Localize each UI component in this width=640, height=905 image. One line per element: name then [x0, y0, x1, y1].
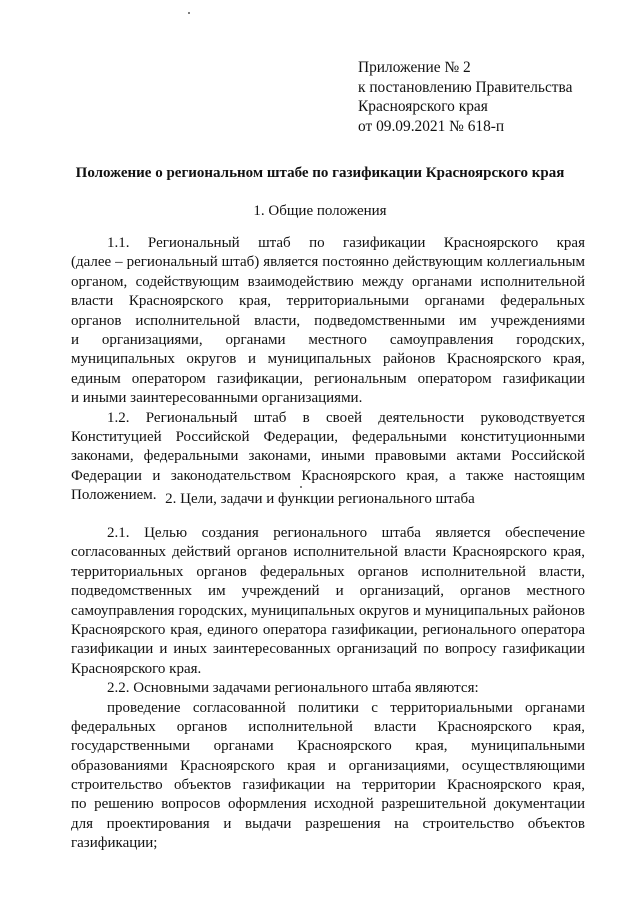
text-line: газификации и иных заинтересованных организаций по вопросу газификации	[71, 641, 585, 658]
text-line: Красноярского края, единого оператора газификации, регионального оператора	[71, 621, 585, 638]
text-line: самоуправления городских, муниципальных округов и муниципальных районов	[71, 602, 585, 619]
annex-line: от 09.09.2021 № 618-п	[358, 117, 505, 135]
text-line: по решению вопросов оформления исходной разрешительной документации	[71, 796, 585, 813]
text-line: Положением.	[71, 487, 157, 504]
text-line: 1.1. Региональный штаб по газификации Красноярского края	[107, 235, 585, 251]
text-line: строительство объектов газификации на территории Красноярского края,	[71, 777, 585, 794]
text-line: 2.2. Основными задачами регионального штаба являются:	[107, 680, 479, 697]
section-1-body	[71, 234, 585, 505]
text-line: и организациями, органами местного самоуправления городских,	[71, 331, 585, 348]
text-line: и иными заинтересованными организациями.	[71, 390, 363, 407]
text-line: образованиями Красноярского края и организациями, осуществляющими	[71, 757, 585, 774]
annex-line: Красноярского края	[358, 98, 488, 115]
text-line: органов исполнительной власти, подведомственными им учреждениями	[71, 312, 585, 329]
text-line: 1.2. Региональный штаб в своей деятельности руководствуется	[107, 409, 585, 426]
text-line: Красноярского края.	[71, 660, 202, 677]
text-line: власти Красноярского края, территориальными органами федеральных	[71, 293, 585, 310]
text-line: органом, содействующим взаимодействию между органами исполнительной	[71, 273, 585, 290]
section-2-heading: 2. Цели, задачи и функции регионального штаба	[165, 491, 475, 507]
text-line: государственными органами Красноярского края, муниципальными	[71, 738, 585, 755]
text-line: законами, федеральными законами, иными правовыми актами Российской	[71, 448, 585, 465]
text-line: территориальных органов федеральных органов исполнительной власти,	[71, 563, 585, 580]
annex-line: к постановлению Правительства	[358, 78, 573, 96]
scan-speck	[188, 12, 190, 14]
text-line: единым оператором газификации, региональным оператором газификации	[71, 370, 585, 387]
section-2-body	[71, 524, 585, 854]
text-line: 2.1. Целью создания регионального штаба является обеспечение	[107, 525, 585, 541]
text-line: согласованных действий органов исполнительной власти Красноярского края,	[71, 544, 585, 561]
text-line: Конституцией Российской Федерации, федеральными конституционными	[71, 428, 585, 445]
text-line: подведомственных им учреждений и организаций, органов местного	[71, 583, 585, 600]
text-line: Федерации и законодательством Красноярского края, а также настоящим	[71, 467, 585, 484]
text-line: проведение согласованной политики с территориальными органами	[107, 699, 585, 716]
text-line: газификации;	[71, 835, 158, 852]
section-1-heading: 1. Общие положения	[253, 203, 387, 219]
text-line: для проектирования и выдачи разрешения на строительство объектов	[71, 815, 585, 832]
annex-line: Приложение № 2	[358, 59, 471, 76]
document-title: Положение о региональном штабе по газификации Красноярского края	[75, 165, 565, 181]
text-line: муниципальных округов и муниципальных районов Красноярского края,	[71, 351, 585, 368]
text-line: (далее – региональный штаб) является постоянно действующим коллегиальным	[71, 254, 585, 271]
annex-block	[358, 58, 572, 136]
text-line: федеральных органов исполнительной власти Красноярского края,	[71, 718, 585, 735]
